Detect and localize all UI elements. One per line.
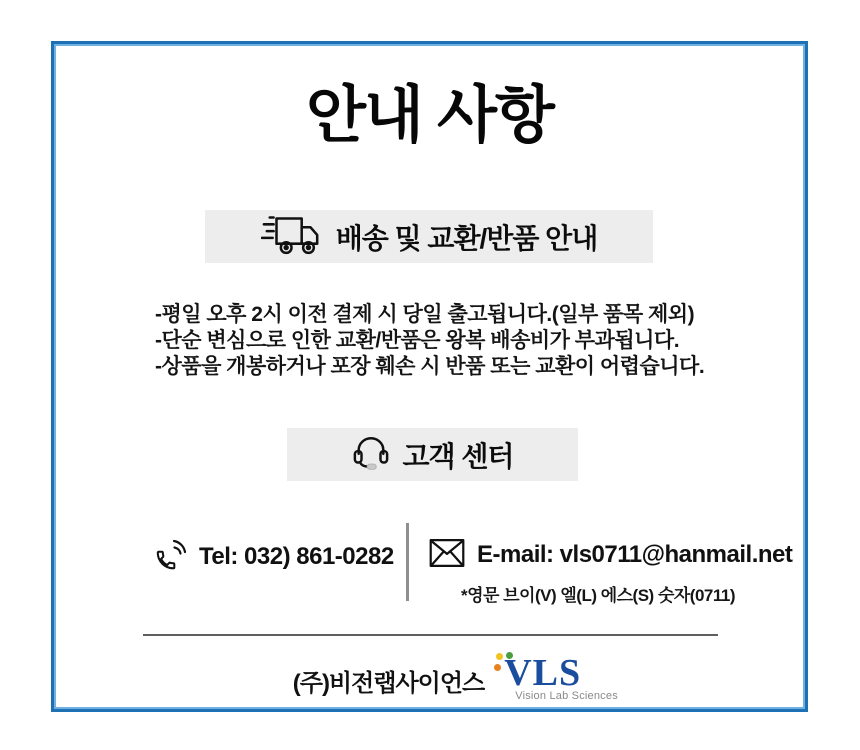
tel-row bbox=[153, 538, 394, 576]
company-name: (주)비전랩사이언스 bbox=[292, 670, 485, 697]
blue-frame bbox=[51, 41, 808, 712]
envelope-icon bbox=[429, 538, 465, 573]
footer-divider bbox=[143, 634, 718, 636]
shipping-notes bbox=[155, 302, 704, 380]
shipping-note-line: -평일 오후 2시 이전 결제 시 당일 출고됩니다.(일부 품목 제외) bbox=[155, 303, 695, 326]
shipping-note-line: -단순 변심으로 인한 교환/반품은 왕복 배송비가 부과됩니다. bbox=[155, 329, 680, 352]
email-text: E-mail: vls0711@hanmail.net bbox=[477, 541, 793, 568]
headset-icon bbox=[352, 434, 390, 476]
shipping-section-header bbox=[205, 210, 653, 263]
logo-dot-orange bbox=[494, 664, 501, 671]
page-title: 안내 사항 bbox=[306, 81, 553, 150]
delivery-truck-icon bbox=[261, 211, 323, 262]
phone-icon bbox=[153, 538, 187, 577]
email-note: *영문 브이(V) 엘(L) 에스(S) 숫자(0711) bbox=[460, 586, 735, 605]
vls-logo bbox=[492, 651, 618, 705]
customer-center-header bbox=[287, 428, 578, 481]
shipping-section-title: 배송 및 교환/반품 안내 bbox=[335, 222, 598, 254]
email-row bbox=[429, 537, 792, 573]
customer-center-title: 고객 센터 bbox=[402, 440, 514, 472]
logo-subtext: Vision Lab Sciences bbox=[515, 690, 618, 702]
footer-row bbox=[80, 651, 831, 705]
logo-dot-yellow bbox=[496, 653, 503, 660]
shipping-note-line: -상품을 개봉하거나 포장 훼손 시 반품 또는 교환이 어렵습니다. bbox=[155, 355, 705, 378]
tel-text: Tel: 032) 861-0282 bbox=[199, 543, 394, 570]
logo-text: VLS bbox=[504, 652, 582, 694]
